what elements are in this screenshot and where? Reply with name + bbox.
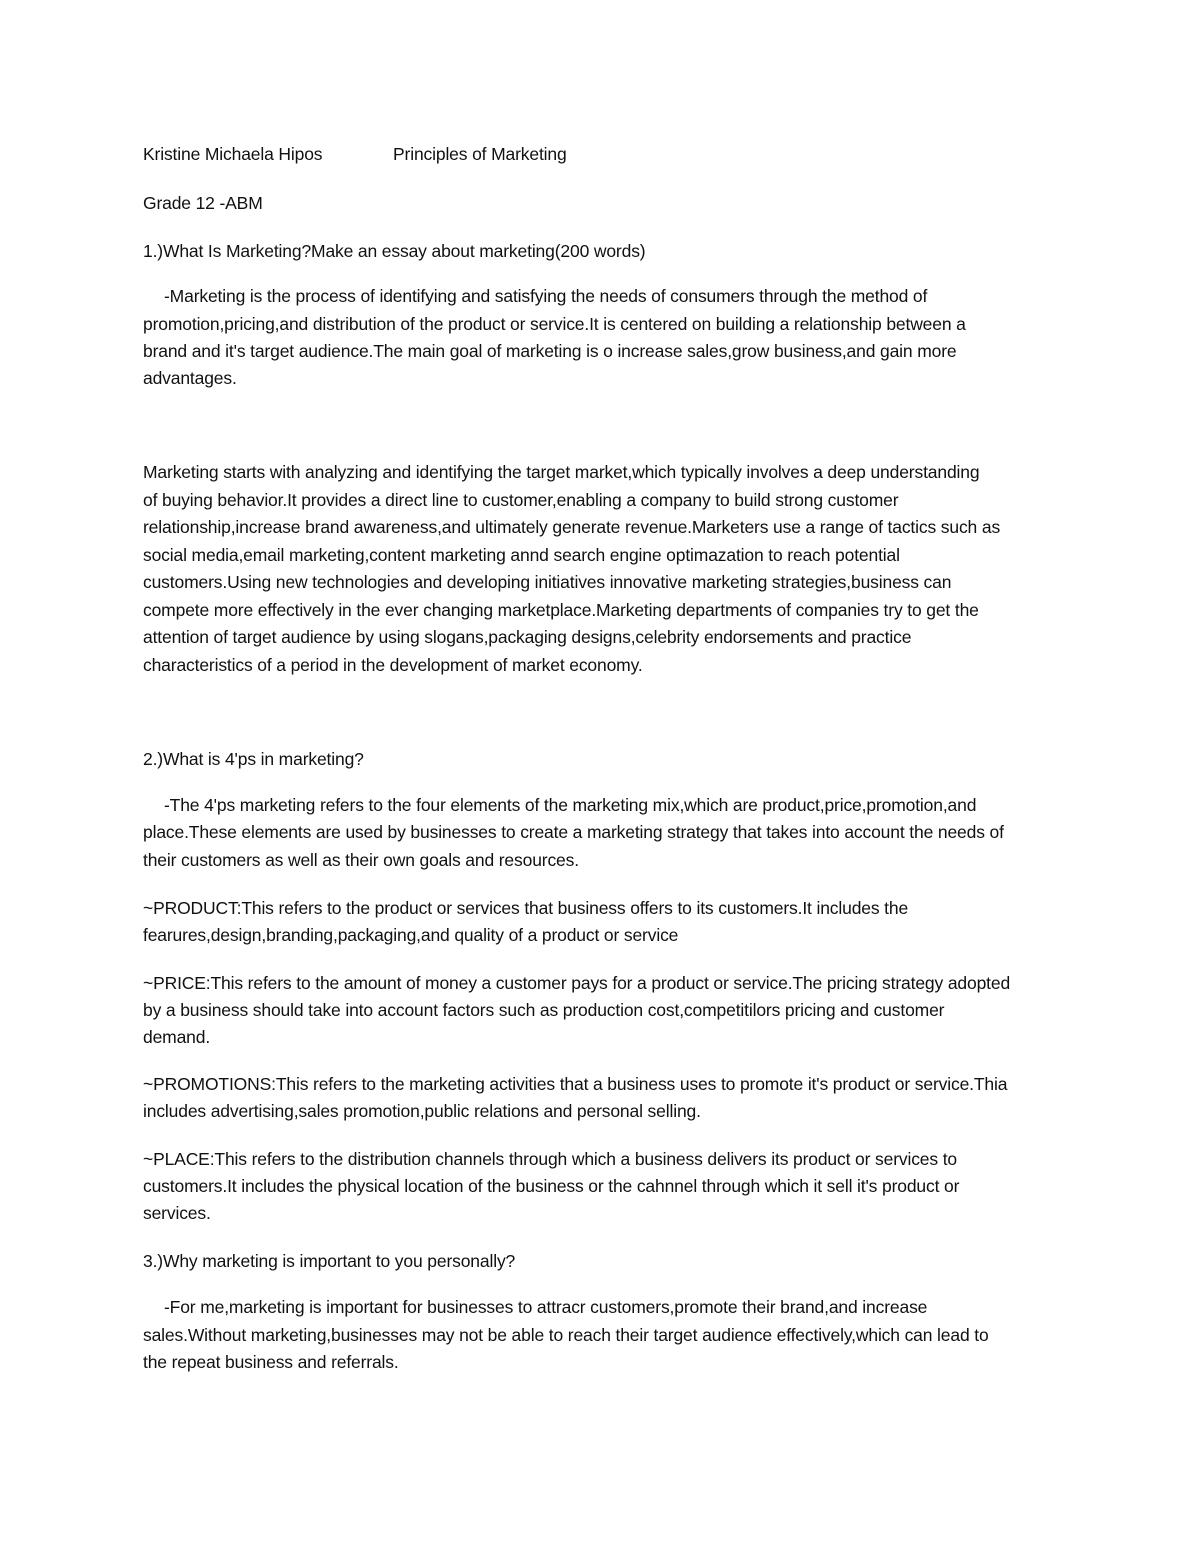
student-name: Kristine Michaela Hipos <box>143 144 323 164</box>
question-1: 1.)What Is Marketing?Make an essay about marketing(200 words) <box>143 241 646 261</box>
price-line: by a business should take into account factors such as production cost,competitilors pricing and customer <box>143 1000 945 1020</box>
answer-3-line: sales.Without marketing,businesses may not be able to reach their target audience effectively,which can lead to <box>143 1325 989 1345</box>
answer-1-line: promotion,pricing,and distribution of the product or service.It is centered on building a relationship between a <box>143 314 966 334</box>
question-2: 2.)What is 4'ps in marketing? <box>143 749 364 769</box>
answer-1b-line: relationship,increase brand awareness,and ultimately generate revenue.Marketers use a range of tactics such as <box>143 517 1001 537</box>
place-line: customers.It includes the physical location of the business or the cahnnel through which it sell it's product or <box>143 1176 960 1196</box>
place-line: ~PLACE:This refers to the distribution channels through which a business delivers its product or services to <box>143 1149 957 1169</box>
product-line: fearures,design,branding,packaging,and quality of a product or service <box>143 925 679 945</box>
promotions-line: includes advertising,sales promotion,public relations and personal selling. <box>143 1101 701 1121</box>
answer-1b-line: characteristics of a period in the development of market economy. <box>143 655 643 675</box>
answer-1-line: brand and it's target audience.The main goal of marketing is o increase sales,grow business,and gain more <box>143 341 957 361</box>
answer-1-line: advantages. <box>143 368 237 388</box>
product-line: ~PRODUCT:This refers to the product or services that business offers to its customers.It includes the <box>143 898 909 918</box>
answer-2-line: -The 4'ps marketing refers to the four elements of the marketing mix,which are product,price,promotion,and <box>164 795 977 815</box>
answer-1b-line: compete more effectively in the ever changing marketplace.Marketing departments of companies try to get the <box>143 600 979 620</box>
answer-1b-line: of buying behavior.It provides a direct line to customer,enabling a company to build strong customer <box>143 490 899 510</box>
subject-title: Principles of Marketing <box>393 144 567 164</box>
price-line: demand. <box>143 1027 211 1047</box>
answer-2-line: their customers as well as their own goals and resources. <box>143 850 579 870</box>
price-line: ~PRICE:This refers to the amount of money a customer pays for a product or service.The pricing strategy adopted <box>143 973 1011 993</box>
answer-2-line: place.These elements are used by businesses to create a marketing strategy that takes into account the needs of <box>143 822 1004 842</box>
answer-1b-line: attention of target audience by using slogans,packaging designs,celebrity endorsements and practice <box>143 627 912 647</box>
answer-1b-line: Marketing starts with analyzing and identifying the target market,which typically involves a deep understanding <box>143 462 980 482</box>
answer-1b-line: customers.Using new technologies and developing initiatives innovative marketing strategies,business can <box>143 572 952 592</box>
grade-level: Grade 12 -ABM <box>143 193 263 213</box>
answer-3-line: the repeat business and referrals. <box>143 1352 399 1372</box>
answer-1b-line: social media,email marketing,content marketing annd search engine optimazation to reach potential <box>143 545 900 565</box>
answer-3-line: -For me,marketing is important for businesses to attracr customers,promote their brand,and increase <box>164 1297 928 1317</box>
answer-1-line: -Marketing is the process of identifying and satisfying the needs of consumers through the method of <box>164 286 928 306</box>
place-line: services. <box>143 1203 211 1223</box>
promotions-line: ~PROMOTIONS:This refers to the marketing activities that a business uses to promote it's product or service.Thia <box>143 1074 1008 1094</box>
question-3: 3.)Why marketing is important to you personally? <box>143 1251 516 1271</box>
